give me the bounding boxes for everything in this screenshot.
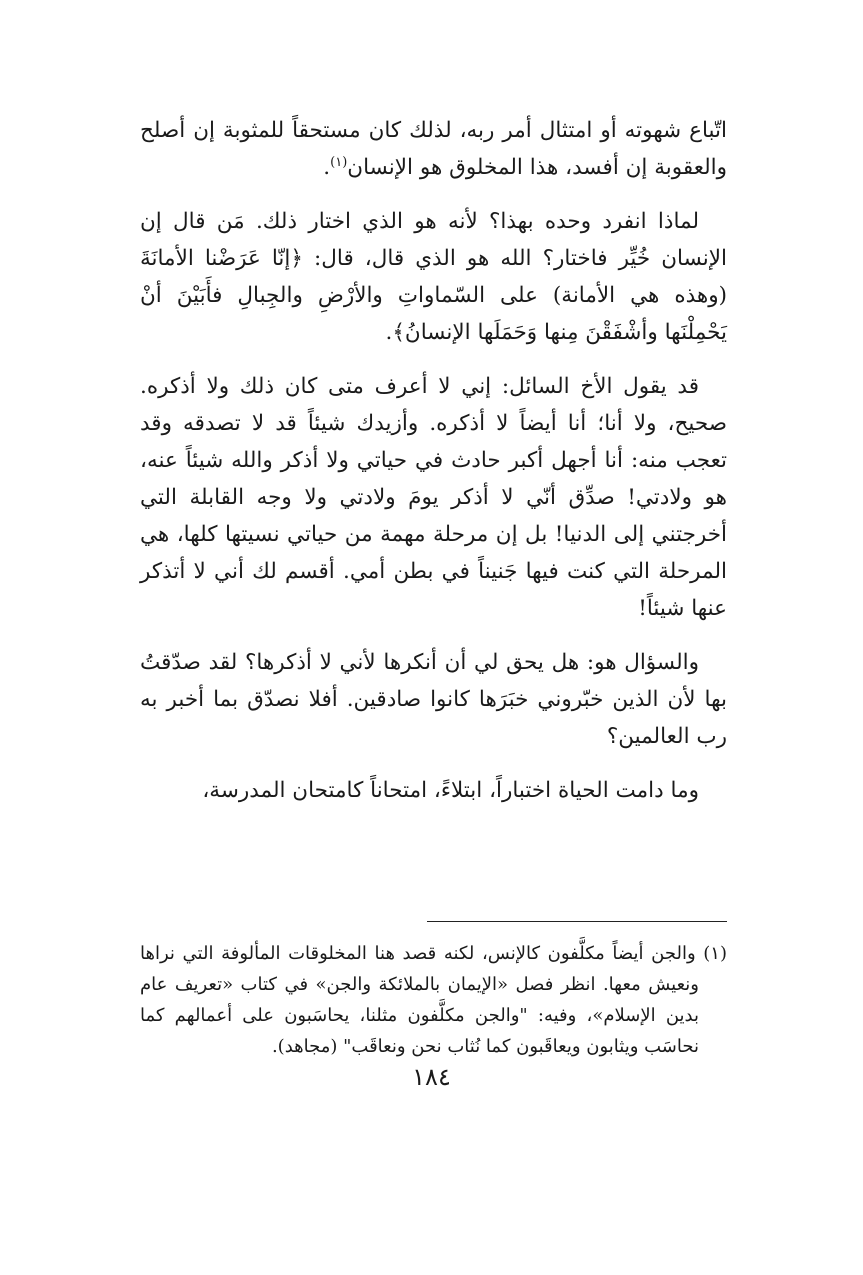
paragraph-4: والسؤال هو: هل يحق لي أن أنكرها لأني لا أذكرها؟ لقد صدّقتُ بها لأن الذين خبّروني خبَرَها كانوا صادقين. أفلا نصدّق بما أخبر به رب العالمين؟	[140, 650, 727, 749]
paragraph-3: قد يقول الأخ السائل: إني لا أعرف متى كان ذلك ولا أذكره. صحيح، ولا أنا؛ أنا أيضاً لا أذكره. وأزيدك شيئاً قد لا تصدقه وقد تعجب منه: أنا أجهل أكبر حادث في حياتي ولا أذكر والله شيئاً عنه، هو ولادتي! صدِّق أنّي لا أذكر يومَ ولادتي ولا وجه القابلة التي أخرجتني إلى الدنيا! بل إن مرحلة مهمة من حياتي نسيتها كلها، هي المرحلة التي كنت فيها جَنيناً في بطن أمي. أقسم لك أني لا أتذكر عنها شيئاً!	[140, 374, 727, 621]
footnote: (١) والجن أيضاً مكلَّفون كالإنس، لكنه قصد هنا المخلوقات المألوفة التي نراها ونعيش معها. انظر فصل «الإيمان بالملائكة والجن» في كتاب «تعريف عام بدين الإسلام»، وفيه: "والجن مكلَّفون مثلنا، يحاسَبون على أعمالهم كما نحاسَب ويثابون ويعاقَبون كما نُثاب نحن ونعاقَب" (مجاهد).	[140, 943, 727, 1057]
paragraph-2: لماذا انفرد وحده بهذا؟ لأنه هو الذي اختار ذلك. مَن قال إن الإنسان خُيِّر فاختار؟ الله هو الذي قال، قال: ﴿إنّا عَرَضْنا الأمانَةَ (وهذه هي الأمانة) على السّماواتِ والأرْضِ والجِبالِ فأَبَيْنَ أنْ يَحْمِلْنَها وأشْفَقْنَ مِنها وَحَمَلَها الإنسانُ﴾.	[140, 209, 727, 345]
paragraph-5: وما دامت الحياة اختباراً، ابتلاءً، امتحاناً كامتحان المدرسة،	[202, 778, 699, 803]
paragraph-1-text: اتّباع شهوته أو امتثال أمر ربه، لذلك كان مستحقاً للمثوبة إن أصلح والعقوبة إن أفسد، هذا المخلوق هو الإنسان	[140, 118, 727, 180]
book-page	[140, 112, 727, 1212]
paragraph-1-end: .	[323, 155, 331, 180]
page-number: ١٨٤	[412, 1063, 451, 1091]
footnote-marker[interactable]: (١)	[330, 154, 348, 170]
footnote-divider	[427, 921, 727, 922]
paragraph-1	[140, 112, 727, 186]
